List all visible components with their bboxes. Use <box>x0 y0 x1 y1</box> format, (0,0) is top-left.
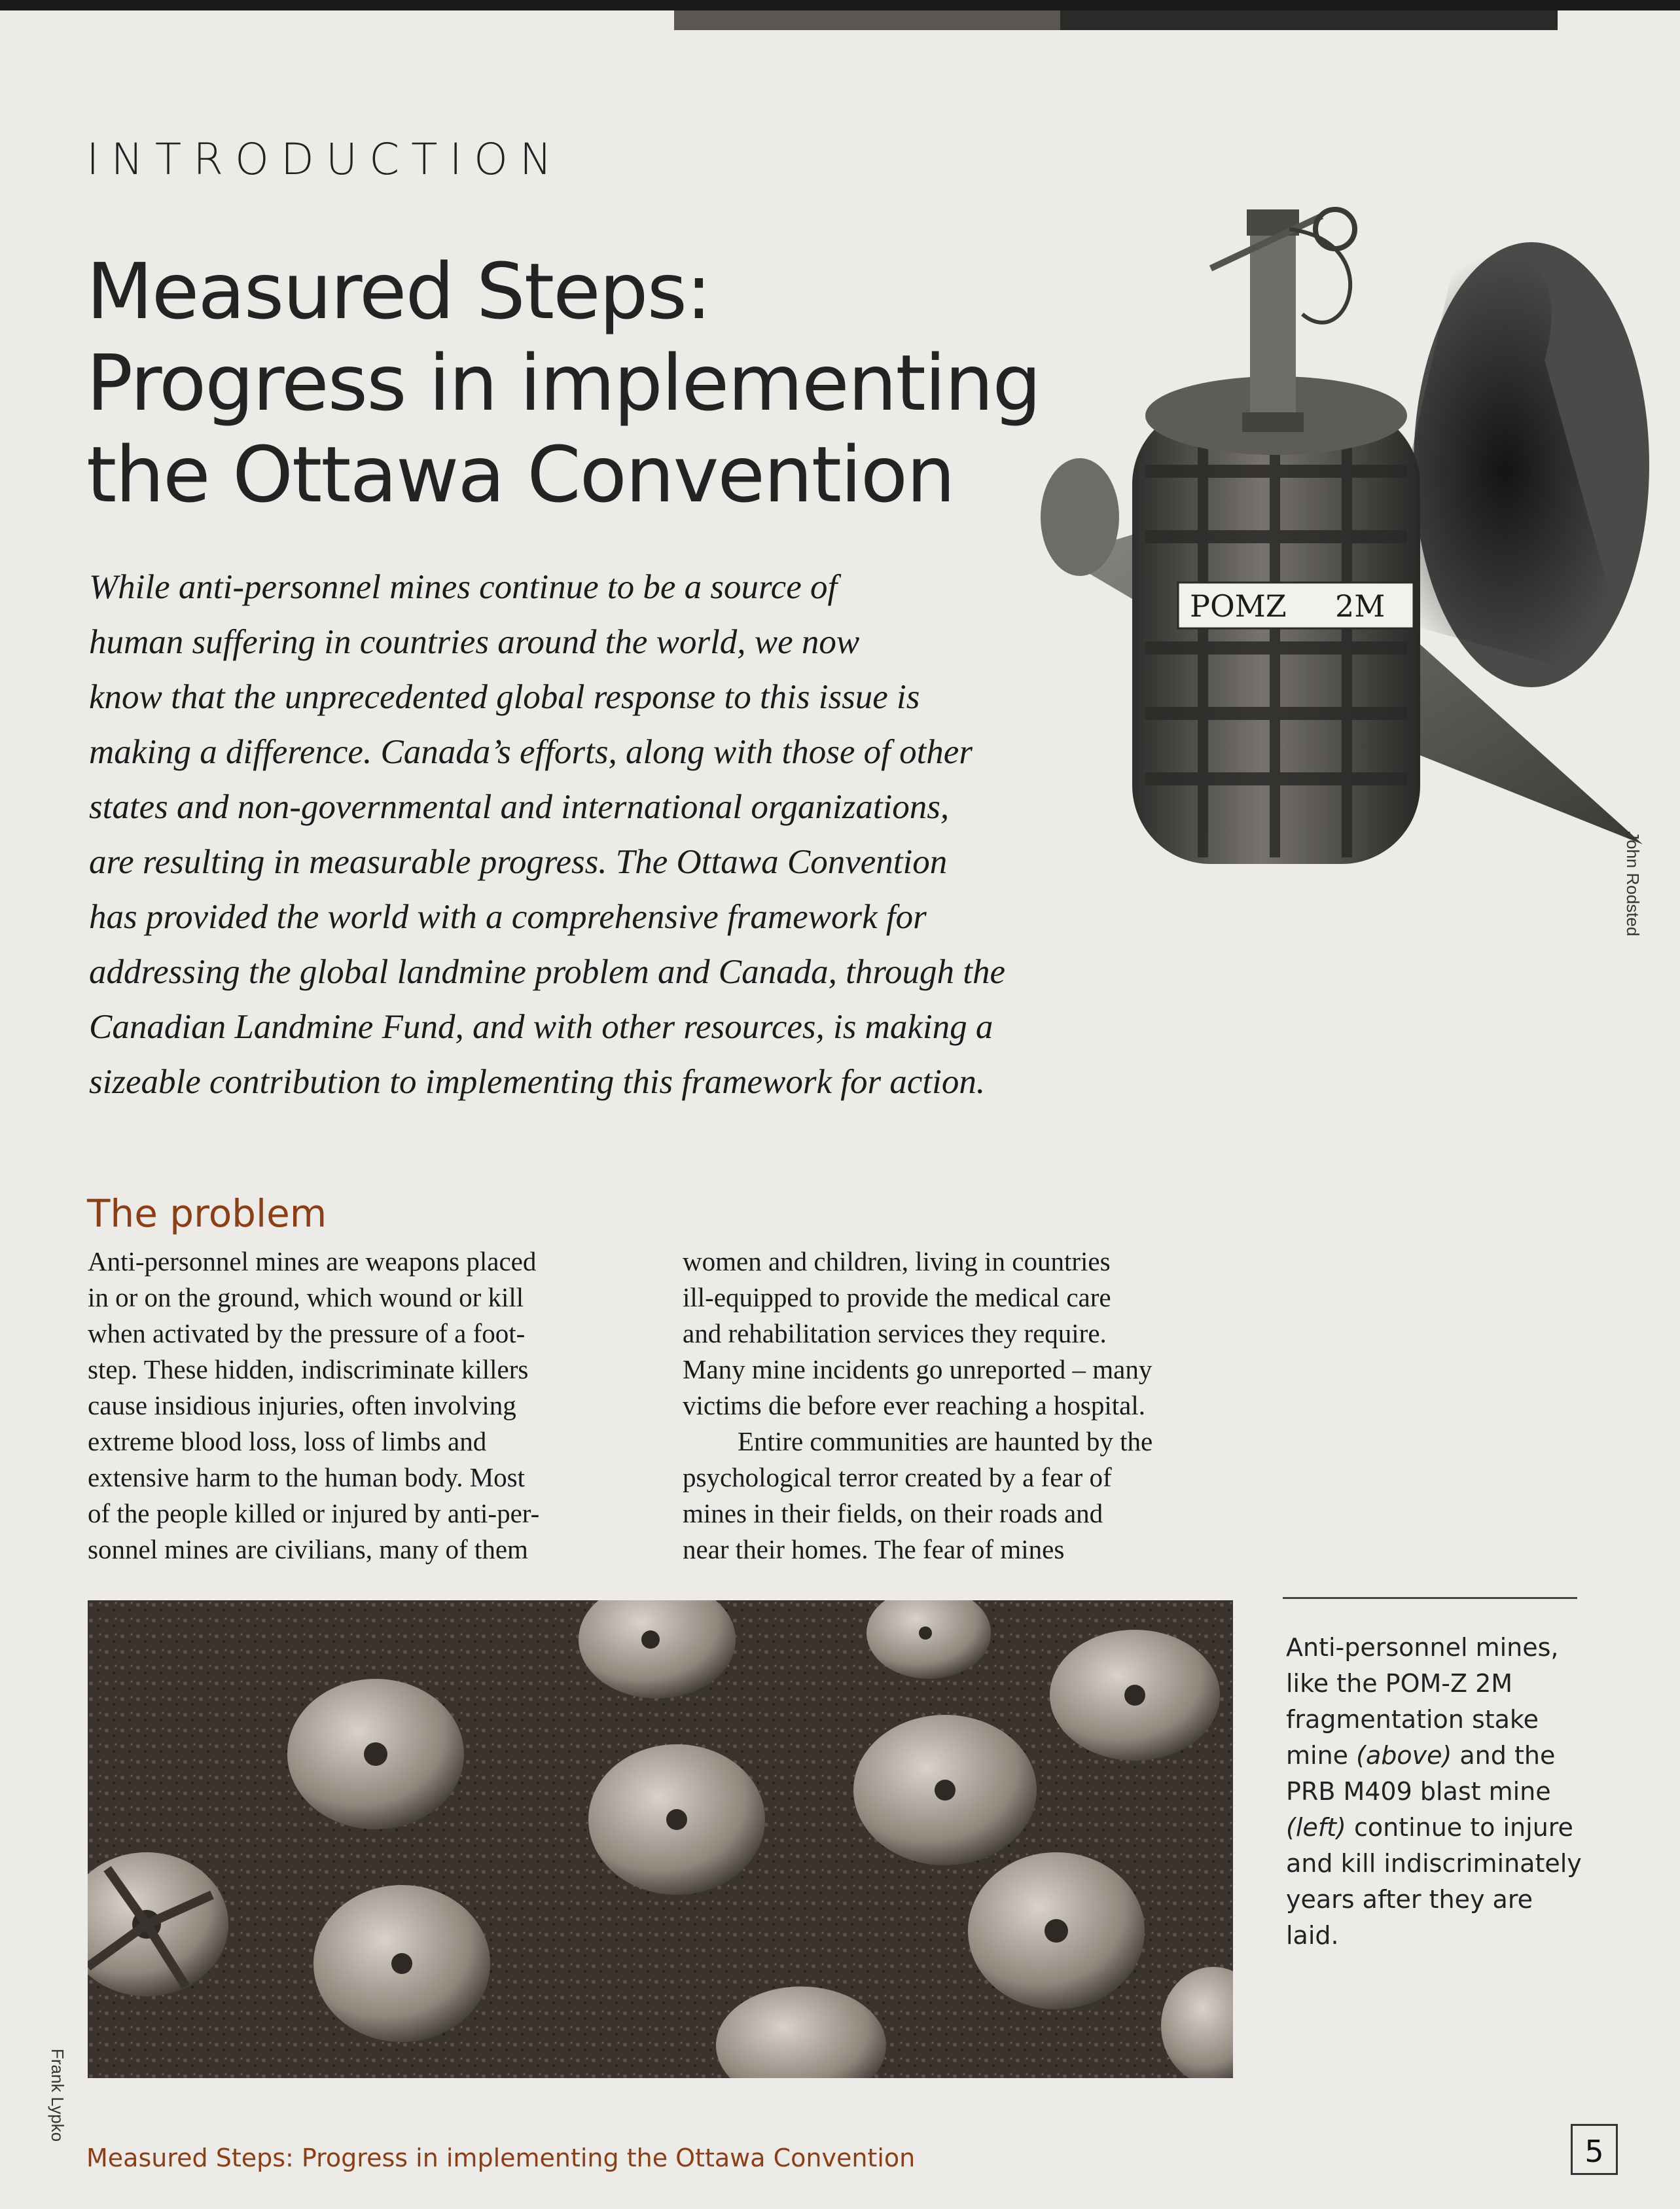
body-line: ill-equipped to provide the medical care <box>683 1282 1111 1312</box>
lead-line: addressing the global landmine problem and Canada, through the <box>89 953 1006 991</box>
body-line: psychological terror created by a fear of <box>683 1462 1112 1492</box>
body-paragraph <box>88 1244 618 1568</box>
caption-line: like the POM-Z 2M <box>1286 1669 1513 1698</box>
body-line: of the people killed or injured by anti-per- <box>88 1498 540 1528</box>
mine-label-right: 2M <box>1335 588 1385 624</box>
lead-paragraph <box>89 560 1110 1109</box>
body-line: Many mine incidents go unreported – many <box>683 1354 1153 1384</box>
caption-line: mine <box>1286 1741 1357 1770</box>
section-label: INTRODUCTION <box>86 134 564 185</box>
caption-line: and kill indiscriminately <box>1286 1849 1582 1878</box>
photo-credit-top: John Rodsted <box>1623 831 1643 937</box>
top-bar <box>0 0 1680 10</box>
lead-line: human suffering in countries around the world, we now <box>89 623 860 661</box>
body-line: Entire communities are haunted by the <box>738 1426 1153 1456</box>
title-line-1: Measured Steps: <box>86 246 711 336</box>
lead-line: are resulting in measurable progress. The Ottawa Convention <box>89 843 948 881</box>
body-line: cause insidious injuries, often involving <box>88 1390 516 1420</box>
caption-rule <box>1283 1597 1577 1599</box>
mine-label-left: POMZ <box>1190 588 1287 624</box>
body-line: mines in their fields, on their roads and <box>683 1498 1103 1528</box>
title-line-3: the Ottawa Convention <box>86 429 954 520</box>
caption-line: and the <box>1452 1741 1556 1770</box>
body-column-right <box>683 1244 1213 1568</box>
body-line: Anti-personnel mines are weapons placed <box>88 1246 537 1276</box>
lead-line: Canadian Landmine Fund, and with other resources, is making a <box>89 1008 993 1046</box>
caption-line: years after they are laid. <box>1286 1885 1533 1950</box>
top-bar-mark-dark <box>1060 10 1558 30</box>
title-line-2: Progress in implementing <box>86 338 1041 428</box>
body-column-left <box>88 1244 618 1568</box>
lead-line: states and non-governmental and international organizations, <box>89 788 950 826</box>
lead-line: sizeable contribution to implementing this framework for action. <box>89 1063 986 1101</box>
body-paragraph <box>683 1424 1213 1568</box>
caption-line: Anti-personnel mines, <box>1286 1633 1559 1662</box>
body-line: near their homes. The fear of mines <box>683 1534 1065 1564</box>
caption-line: continue to injure <box>1346 1813 1573 1842</box>
body-line: in or on the ground, which wound or kill <box>88 1282 524 1312</box>
lead-line: know that the unprecedented global response to this issue is <box>89 678 920 716</box>
body-line: when activated by the pressure of a foot- <box>88 1318 526 1348</box>
running-footer: Measured Steps: Progress in implementing the Ottawa Convention <box>86 2144 916 2172</box>
stake-mine-photo <box>982 190 1656 975</box>
body-line: step. These hidden, indiscriminate killers <box>88 1354 529 1384</box>
photo-credit-bottom: Frank Lypko <box>48 2049 67 2142</box>
caption-emphasis: (left) <box>1286 1813 1346 1842</box>
body-line: extreme blood loss, loss of limbs and <box>88 1426 487 1456</box>
page-number: 5 <box>1571 2124 1618 2175</box>
body-line: extensive harm to the human body. Most <box>88 1462 526 1492</box>
body-line: victims die before ever reaching a hospital. <box>683 1390 1145 1420</box>
photo-caption <box>1286 1630 1587 1954</box>
body-line: sonnel mines are civilians, many of them <box>88 1534 528 1564</box>
lead-line: While anti-personnel mines continue to be a source of <box>89 568 838 606</box>
page-title <box>86 245 1081 520</box>
body-line: and rehabilitation services they require. <box>683 1318 1107 1348</box>
caption-line: PRB M409 blast mine <box>1286 1777 1551 1806</box>
lead-line: making a difference. Canada’s efforts, along with those of other <box>89 733 973 771</box>
section-heading-problem: The problem <box>87 1191 327 1236</box>
body-line: women and children, living in countries <box>683 1246 1111 1276</box>
lead-line: has provided the world with a comprehensive framework for <box>89 898 927 936</box>
caption-emphasis: (above) <box>1356 1741 1452 1770</box>
caption-line: fragmentation stake <box>1286 1705 1539 1734</box>
body-paragraph <box>683 1244 1213 1424</box>
blast-mines-photo <box>88 1600 1233 2078</box>
